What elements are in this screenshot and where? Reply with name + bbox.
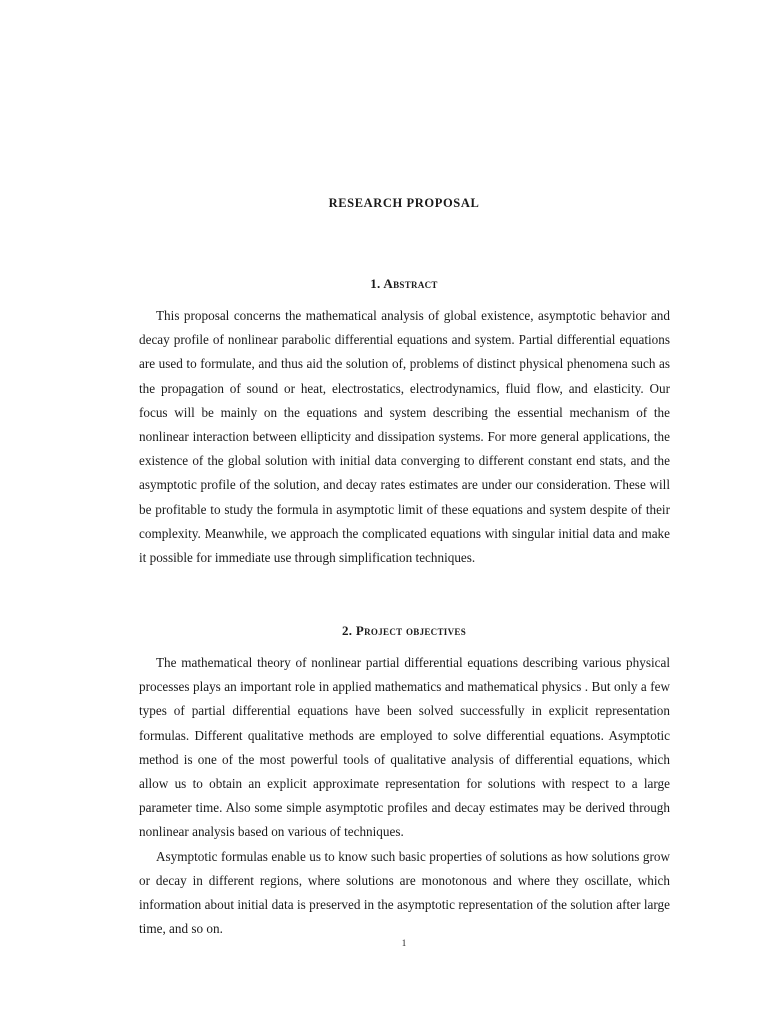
document-title: RESEARCH PROPOSAL [328, 196, 480, 210]
page-number: 1 [401, 938, 407, 948]
section-body-objectives [139, 651, 670, 941]
paragraph: This proposal concerns the mathematical analysis of global existence, asymptotic behavior and decay profile of nonlinear parabolic differential equations and system. Partial differential equations are used to formulate, and thus aid the solution of, problems of distinct physical phenomena such as the propagation of sound or heat, electrostatics, electrodynamics, fluid flow, and elasticity. Our focus will be mainly on the equations and system describing the essential mechanism of the nonlinear interaction between ellipticity and dissipation systems. For more general applications, the existence of the global solution with initial data converging to different constant end stats, and the asymptotic profile of the solution, and decay rates estimates are under our consideration. These will be profitable to study the formula in asymptotic limit of these equations and system despite of their complexity. Meanwhile, we approach the complicated equations with singular initial data and make it possible for immediate use through simplification techniques. [139, 308, 670, 566]
section-heading-abstract: 1. Abstract [370, 276, 438, 291]
section-heading-objectives: 2. Project objectives [341, 623, 466, 638]
section-body-abstract [139, 304, 670, 570]
paragraph: The mathematical theory of nonlinear partial differential equations describing various physical processes plays an important role in applied mathematics and mathematical physics . But only a few types of partial differential equations have been solved successfully in explicit representation formulas. Different qualitative methods are employed to solve differential equations. Asymptotic method is one of the most powerful tools of qualitative analysis of differential equations, which allow us to obtain an explicit approximate representation for solutions with respect to a large parameter time. Also some simple asymptotic profiles and decay estimates may be derived through nonlinear analysis based on various of techniques. [139, 655, 670, 840]
paragraph: Asymptotic formulas enable us to know such basic properties of solutions as how solutions grow or decay in different regions, where solutions are monotonous and where they oscillate, which information about initial data is preserved in the asymptotic representation of the solution after large time, and so on. [139, 848, 670, 937]
